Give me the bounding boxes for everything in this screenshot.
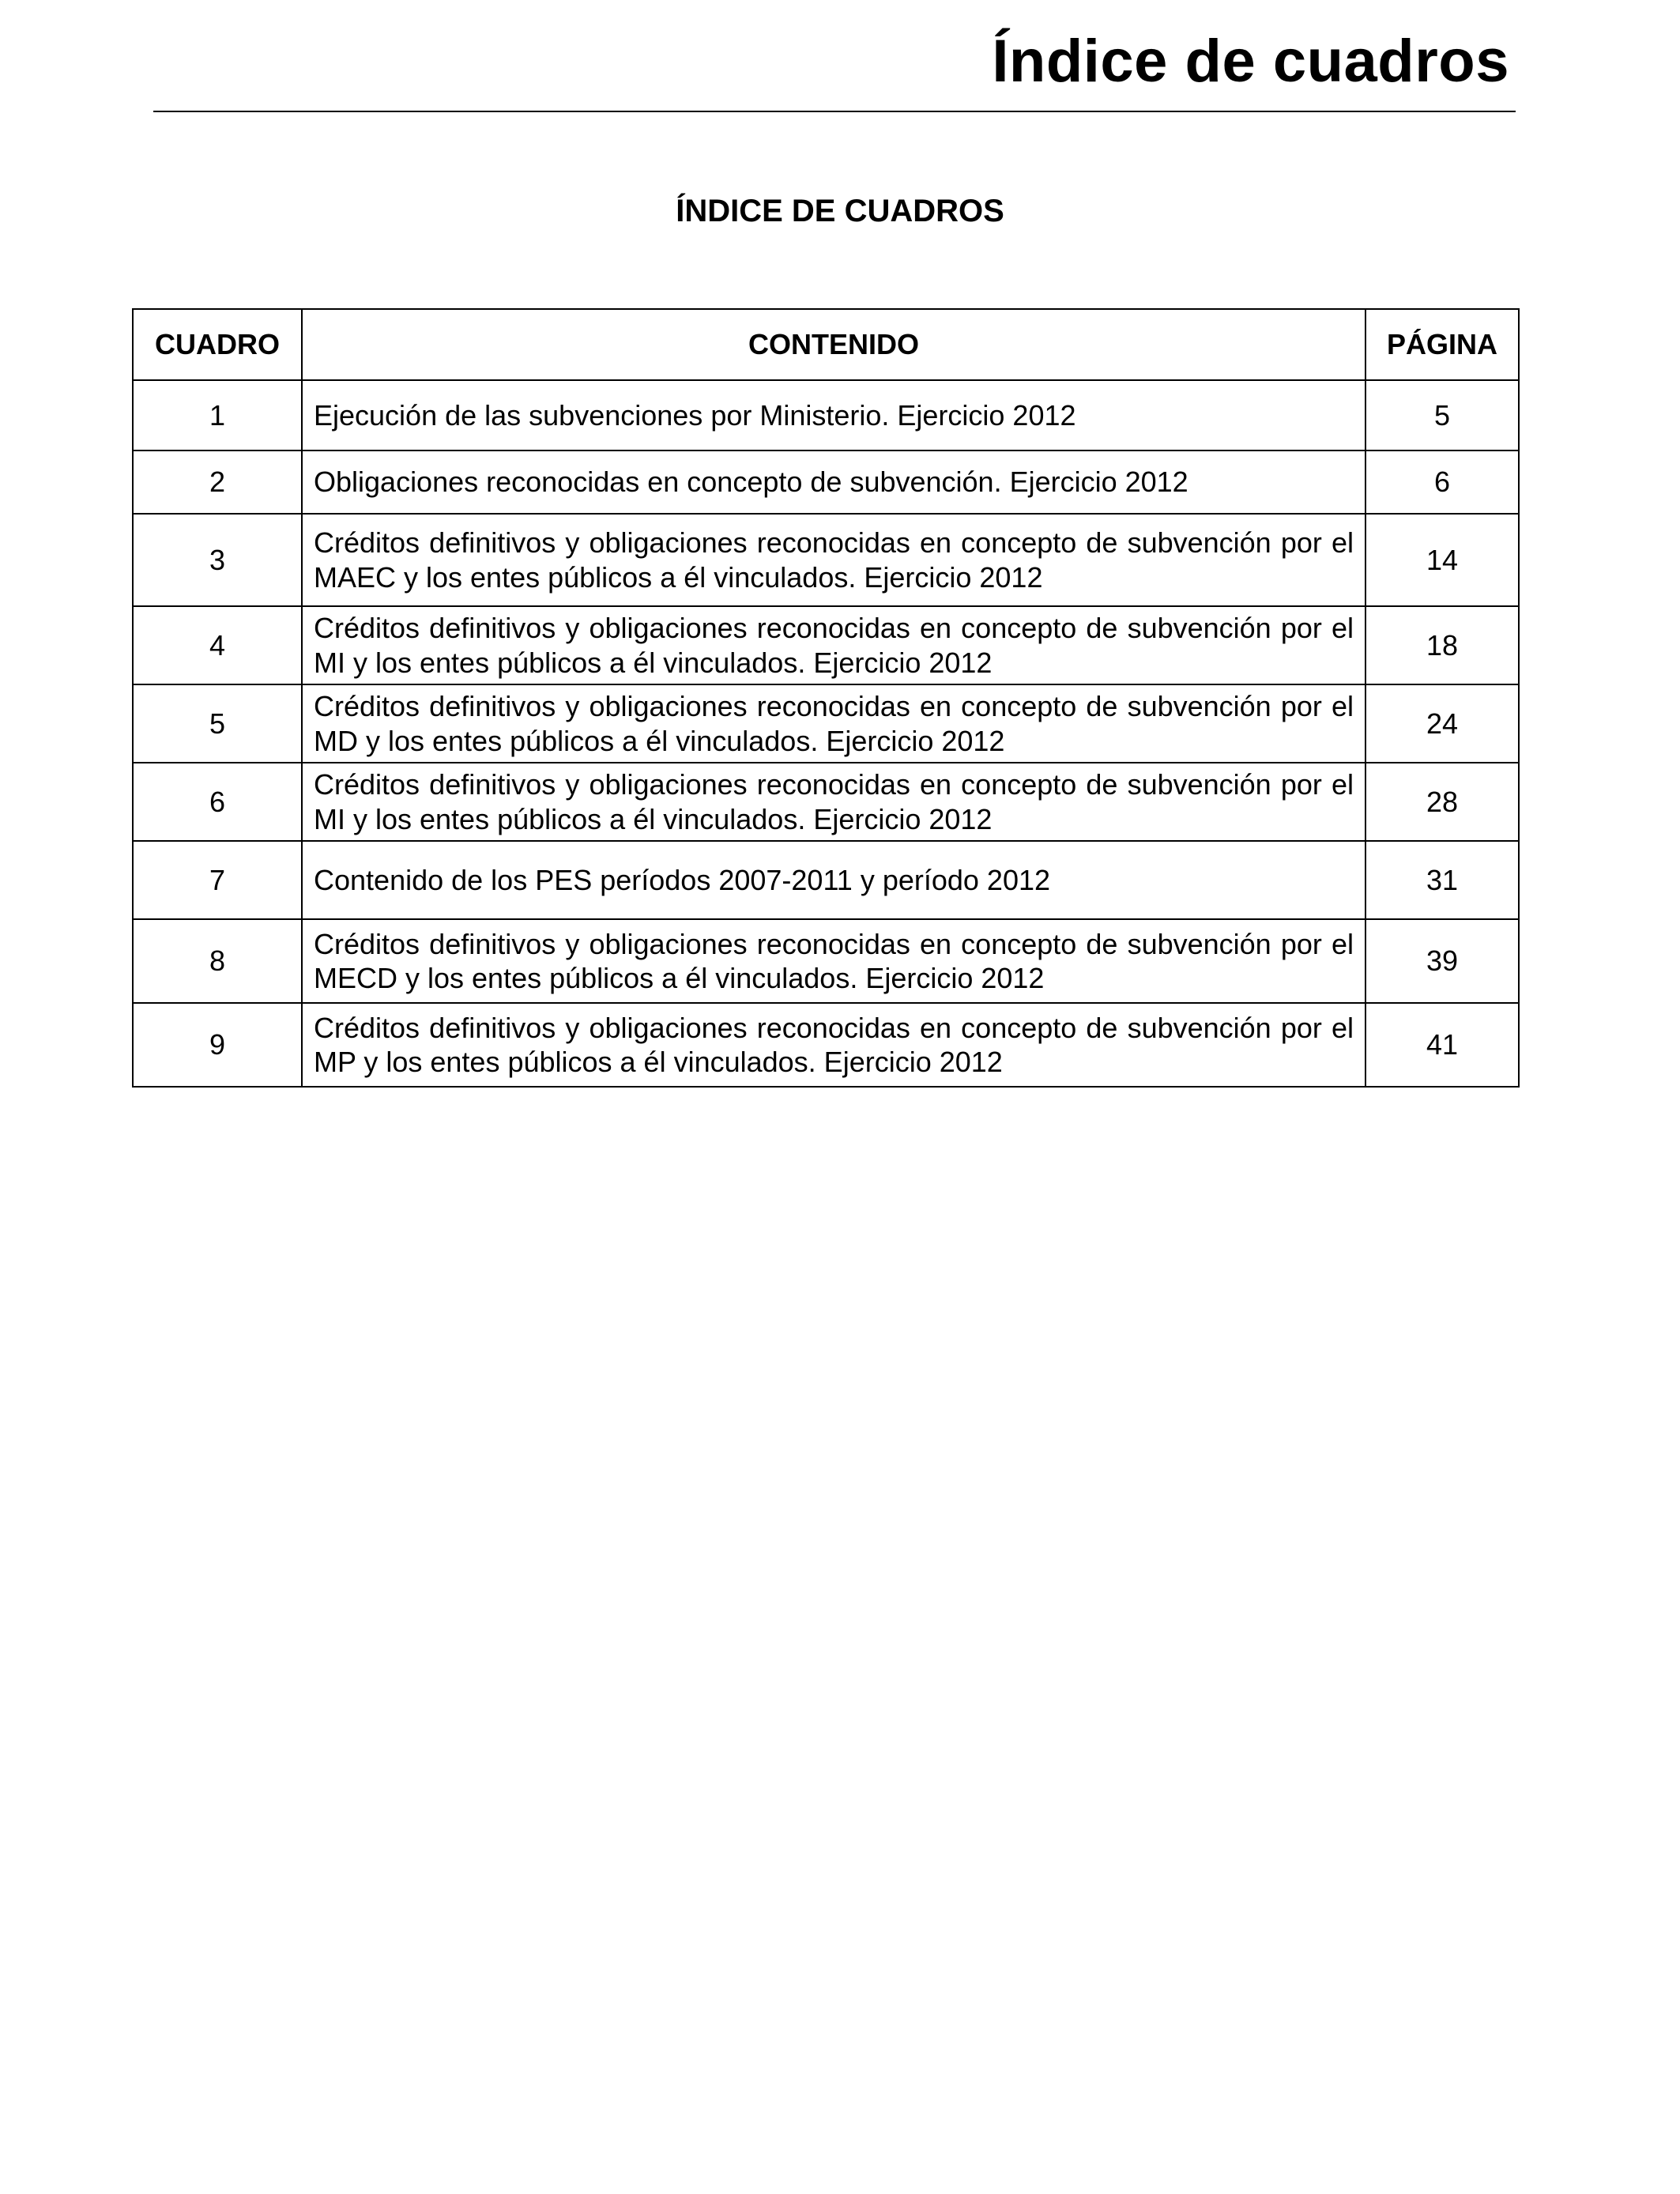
page-header	[153, 24, 1516, 112]
cell-contenido: Créditos definitivos y obligaciones reconocidas en concepto de subvención por el MI y los entes públicos a él vinculados. Ejercicio 2012	[302, 606, 1365, 684]
cell-cuadro: 2	[133, 450, 302, 514]
cell-contenido: Contenido de los PES períodos 2007-2011 y período 2012	[302, 841, 1365, 919]
cell-pagina: 5	[1365, 380, 1519, 450]
cell-pagina: 24	[1365, 684, 1519, 763]
cell-cuadro: 9	[133, 1003, 302, 1087]
table-row	[133, 606, 1519, 684]
cell-cuadro: 5	[133, 684, 302, 763]
table-row	[133, 919, 1519, 1003]
table-row	[133, 380, 1519, 450]
column-header-cuadro: CUADRO	[133, 309, 302, 380]
cell-contenido: Créditos definitivos y obligaciones reconocidas en concepto de subvención por el MECD y los entes públicos a él vinculados. Ejercicio 2012	[302, 919, 1365, 1003]
cell-cuadro: 1	[133, 380, 302, 450]
table-row	[133, 1003, 1519, 1087]
cell-pagina: 41	[1365, 1003, 1519, 1087]
document-title: ÍNDICE DE CUADROS	[676, 194, 1004, 228]
table-row	[133, 763, 1519, 841]
table-row	[133, 684, 1519, 763]
cell-pagina: 18	[1365, 606, 1519, 684]
table-row	[133, 450, 1519, 514]
cell-pagina: 31	[1365, 841, 1519, 919]
cell-cuadro: 8	[133, 919, 302, 1003]
cell-cuadro: 3	[133, 514, 302, 606]
cell-contenido: Obligaciones reconocidas en concepto de subvención. Ejercicio 2012	[302, 450, 1365, 514]
page-header-title: Índice de cuadros	[992, 28, 1509, 95]
cell-pagina: 6	[1365, 450, 1519, 514]
cell-contenido: Créditos definitivos y obligaciones reconocidas en concepto de subvención por el MAEC y los entes públicos a él vinculados. Ejercicio 2012	[302, 514, 1365, 606]
cell-cuadro: 4	[133, 606, 302, 684]
column-header-pagina: PÁGINA	[1365, 309, 1519, 380]
cell-pagina: 14	[1365, 514, 1519, 606]
cell-contenido: Ejecución de las subvenciones por Ministerio. Ejercicio 2012	[302, 380, 1365, 450]
cell-pagina: 28	[1365, 763, 1519, 841]
cell-contenido: Créditos definitivos y obligaciones reconocidas en concepto de subvención por el MD y los entes públicos a él vinculados. Ejercicio 2012	[302, 684, 1365, 763]
cell-cuadro: 7	[133, 841, 302, 919]
cell-pagina: 39	[1365, 919, 1519, 1003]
table-header-row	[133, 309, 1519, 380]
cell-contenido: Créditos definitivos y obligaciones reconocidas en concepto de subvención por el MP y los entes públicos a él vinculados. Ejercicio 2012	[302, 1003, 1365, 1087]
table-row	[133, 514, 1519, 606]
cell-cuadro: 6	[133, 763, 302, 841]
table-row	[133, 841, 1519, 919]
column-header-contenido: CONTENIDO	[302, 309, 1365, 380]
index-table	[132, 308, 1520, 1088]
cell-contenido: Créditos definitivos y obligaciones reconocidas en concepto de subvención por el MI y los entes públicos a él vinculados. Ejercicio 2012	[302, 763, 1365, 841]
